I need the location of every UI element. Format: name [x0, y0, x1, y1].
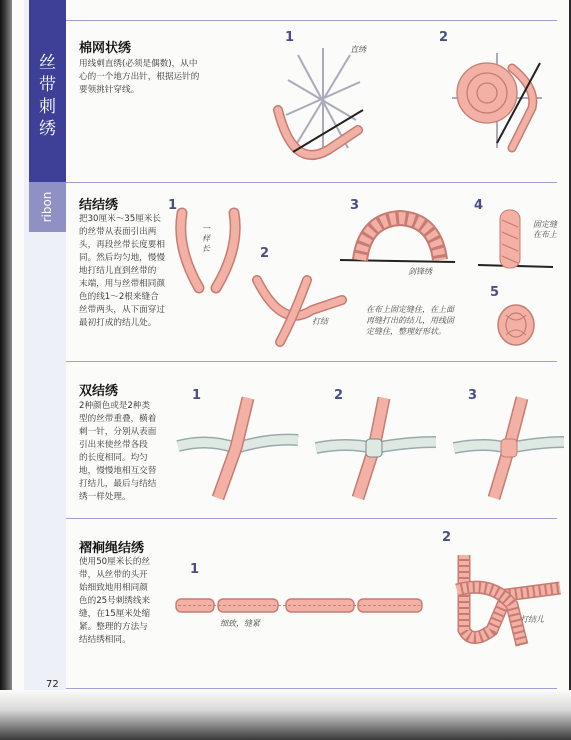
step-number: 2: [334, 388, 344, 403]
section-title: 褶裥绳结绣: [79, 541, 145, 556]
section-divider: [66, 518, 557, 519]
desc-line: 型的丝带重叠，横着: [79, 414, 157, 424]
desc-line: 地打结儿直到丝带的: [79, 266, 157, 276]
spider-web-step2-illustration: [442, 48, 552, 158]
section-description: [79, 58, 199, 97]
section-divider: [66, 361, 557, 362]
double-knot-step1-illustration: [178, 398, 298, 503]
annotation: 打结儿: [520, 615, 544, 624]
chapter-title: [29, 52, 66, 140]
annotation: 细致，缝紧: [220, 619, 260, 628]
desc-line: 心的一个地方出针，根据运针的: [79, 72, 200, 82]
chapter-title-char: 绣: [39, 119, 56, 139]
pleated-ribbon-step2-illustration: [452, 550, 562, 650]
spider-web-step1-illustration: [268, 40, 378, 170]
desc-line: 头，再段丝带长度要相: [79, 240, 165, 250]
section-description: [79, 556, 150, 647]
section-title: 棉网状绣: [79, 41, 132, 56]
annotation: [366, 304, 454, 337]
desc-line: 最初打成的结儿处。: [79, 318, 157, 328]
section-title: 双结绣: [79, 384, 119, 399]
desc-line: 的丝带从表面引出两: [79, 227, 157, 237]
step-number: 2: [442, 530, 452, 545]
desc-line: 始细致地用相同颜: [79, 583, 148, 593]
step-number: 2: [439, 30, 449, 45]
desc-line: 带，从丝带的头开: [79, 570, 148, 580]
knot-step1-illustration: [174, 208, 244, 298]
annotation-line: 固定缝: [533, 220, 557, 229]
step-number: 3: [468, 388, 478, 403]
desc-line: 用线刺直绣(必须是偶数)，从中: [79, 59, 198, 69]
step-number: 1: [168, 198, 178, 213]
desc-line: 末端，用与丝带相同颜: [79, 279, 165, 289]
section-divider: [66, 182, 557, 183]
top-rule: [66, 20, 557, 21]
bottom-rule: [66, 688, 557, 689]
double-knot-step3-illustration: [454, 398, 564, 503]
step-number: 4: [474, 198, 484, 213]
chapter-title-char: 刺: [39, 97, 56, 117]
knot-step2-illustration: [252, 270, 347, 350]
step-number: 3: [350, 198, 360, 213]
chapter-title-char: 带: [39, 75, 56, 95]
step-number: 1: [285, 30, 295, 45]
annotation-line: 在布上固定缝住，在上面: [366, 305, 454, 314]
annotation: 直绣: [350, 45, 366, 54]
page-bottom-shadow: [0, 690, 571, 740]
desc-line: 丝带两头，从下面穿过: [79, 305, 165, 315]
double-knot-step2-illustration: [316, 398, 436, 503]
desc-line: 打结儿，最后与结结: [79, 479, 157, 489]
annotation-line: 定缝住，整理好形状。: [366, 327, 446, 336]
step-number: 1: [192, 388, 202, 403]
annotation: 剑锋绣: [408, 267, 432, 276]
chapter-title-char: 丝: [39, 53, 56, 73]
sub-tab: [29, 182, 66, 232]
annotation-line: 在布上: [533, 230, 557, 239]
section-title: 结结绣: [79, 198, 119, 213]
desc-line: 刺一针，分别从表面: [79, 427, 157, 437]
page-number: 72: [46, 679, 59, 690]
desc-line: 缝，在15厘米处缩: [79, 609, 151, 619]
section-description: [79, 213, 165, 330]
desc-line: 结结绣相同。: [79, 635, 131, 645]
annotation: 打结: [312, 317, 328, 326]
desc-line: 同。然后均匀地，慢慢: [79, 253, 165, 263]
desc-line: 的长度相同。均匀: [79, 453, 148, 463]
step-number: 2: [260, 246, 270, 261]
desc-line: 使用50厘米长的丝: [79, 557, 151, 567]
desc-line: 要领挑针穿线。: [79, 85, 140, 95]
desc-line: 色的线1～2根来缝合: [79, 292, 159, 302]
sub-tab-label: ribon: [40, 191, 54, 223]
book-spine: [0, 0, 12, 740]
desc-line: 引出来使丝带各段: [79, 440, 148, 450]
desc-line: 2种颜色或是2种类: [79, 401, 151, 411]
knot-rose-step5-illustration: [494, 300, 539, 350]
section-description: [79, 400, 156, 504]
step-number: 5: [490, 285, 500, 300]
pleated-ribbon-step1-illustration: [174, 596, 424, 616]
step-number: 1: [190, 562, 200, 577]
knot-chain-step4-illustration: [478, 205, 553, 280]
desc-line: 紧。整理的方法与: [79, 622, 148, 632]
knot-chain-step3-illustration: [340, 210, 460, 270]
desc-line: 地，慢慢地相互交替: [79, 466, 157, 476]
annotation-line: 再缝打出的结儿，用线固: [366, 316, 454, 325]
desc-line: 把30厘米～35厘米长: [79, 214, 162, 224]
annotation: 一样长: [202, 224, 210, 253]
desc-line: 色的25号刺绣线来: [79, 596, 151, 606]
desc-line: 绣一样处理。: [79, 492, 131, 502]
chapter-tab: [29, 0, 66, 182]
